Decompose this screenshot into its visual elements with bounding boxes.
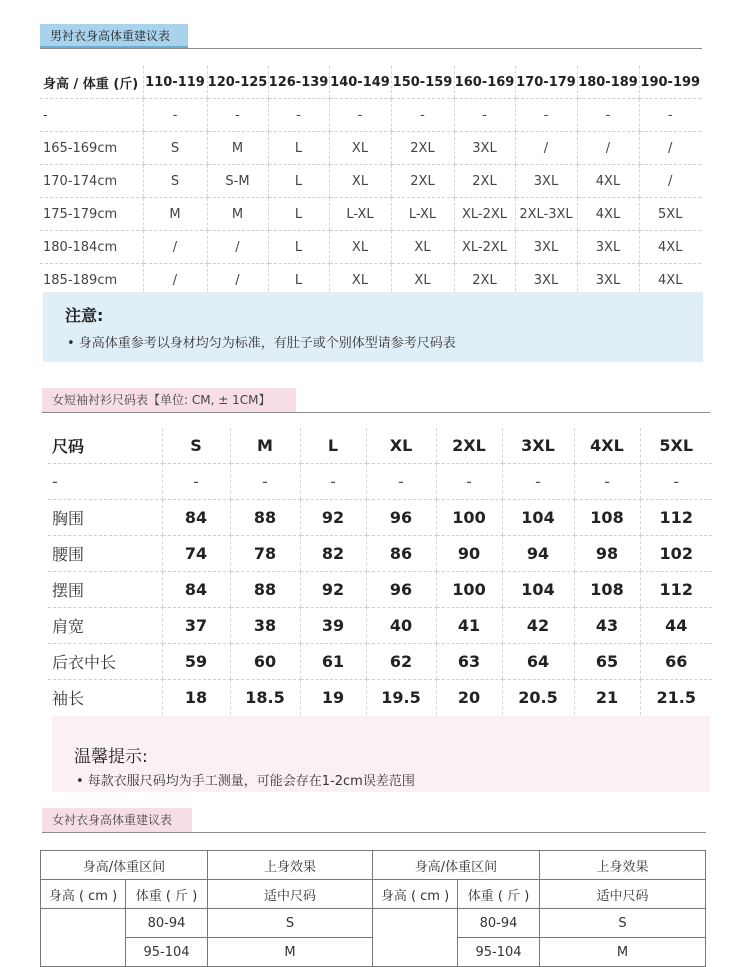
- table-cell: 108: [574, 572, 640, 608]
- header-cell: 150-159: [391, 66, 454, 99]
- table-cell: -: [436, 464, 502, 500]
- table-cell: 96: [366, 572, 436, 608]
- table-cell: L: [268, 231, 329, 264]
- section-tag-women-short-sleeve: 女短袖衬衫尺码表【单位: CM, ± 1CM】: [42, 388, 296, 412]
- table-cell: 170-174cm: [40, 165, 143, 198]
- header-cell: XL: [366, 428, 436, 464]
- table-cell: -: [515, 99, 577, 132]
- table-cell: [41, 938, 126, 967]
- table-cell: M: [143, 198, 207, 231]
- table-cell: 88: [230, 500, 300, 536]
- table-cell: S: [540, 909, 706, 938]
- table-cell: 84: [162, 572, 230, 608]
- table-cell: 43: [574, 608, 640, 644]
- section-tag-men-shirt: 男衬衣身高体重建议表: [40, 24, 188, 48]
- table-cell: L: [268, 132, 329, 165]
- table-cell: -: [577, 99, 639, 132]
- table-cell: 74: [162, 536, 230, 572]
- table-row: [48, 464, 712, 500]
- header-cell: 190-199: [639, 66, 701, 99]
- table-cell: -: [162, 464, 230, 500]
- table-cell: 3XL: [515, 231, 577, 264]
- table-cell: 100: [436, 500, 502, 536]
- note-title: 温馨提示:: [74, 747, 148, 767]
- header-cell: 126-139: [268, 66, 329, 99]
- section-divider: [42, 832, 706, 833]
- table-cell: XL: [391, 264, 454, 297]
- table-row: [48, 500, 712, 536]
- header-cell: 尺码: [48, 428, 162, 464]
- header-cell: 120-125: [207, 66, 268, 99]
- section-tag-women-shirt: 女衬衣身高体重建议表: [42, 808, 192, 832]
- men-size-note-box: [43, 292, 703, 362]
- table-cell: 20.5: [502, 680, 574, 716]
- table-cell: L: [268, 198, 329, 231]
- header-cell: 身高 ( cm ): [373, 880, 458, 909]
- table-cell: S-M: [207, 165, 268, 198]
- table-cell: 腰围: [48, 536, 162, 572]
- table-cell: XL: [329, 231, 391, 264]
- table-cell: 2XL-3XL: [515, 198, 577, 231]
- table-cell: 112: [640, 572, 712, 608]
- table-cell: 112: [640, 500, 712, 536]
- table-cell: -: [230, 464, 300, 500]
- table-cell: 175-179cm: [40, 198, 143, 231]
- table-cell: 64: [502, 644, 574, 680]
- table-cell: XL: [329, 264, 391, 297]
- table-cell: 104: [502, 500, 574, 536]
- table-cell: 63: [436, 644, 502, 680]
- table-row: [41, 909, 706, 938]
- table-cell: 95-104: [126, 938, 208, 967]
- table-cell: 66: [640, 644, 712, 680]
- table-cell: -: [300, 464, 366, 500]
- table-cell: /: [639, 132, 701, 165]
- table-row: [41, 938, 706, 967]
- table-cell: 94: [502, 536, 574, 572]
- header-cell: 3XL: [502, 428, 574, 464]
- table-cell: 82: [300, 536, 366, 572]
- table-cell: 44: [640, 608, 712, 644]
- table-row: [48, 572, 712, 608]
- table-cell: [373, 909, 458, 938]
- header-cell: 体重 ( 斤 ): [126, 880, 208, 909]
- men-shirt-size-table: [40, 66, 701, 296]
- table-cell: 65: [574, 644, 640, 680]
- table-cell: 肩宽: [48, 608, 162, 644]
- table-cell: 96: [366, 500, 436, 536]
- header-cell: 2XL: [436, 428, 502, 464]
- table-cell: 80-94: [458, 909, 540, 938]
- table-row: [40, 132, 701, 165]
- header-cell: 身高/体重区间: [373, 851, 540, 880]
- table-cell: -: [366, 464, 436, 500]
- table-cell: -: [48, 464, 162, 500]
- table-cell: 86: [366, 536, 436, 572]
- table-cell: 2XL: [391, 132, 454, 165]
- table-cell: 18: [162, 680, 230, 716]
- header-cell: 身高/体重区间: [41, 851, 208, 880]
- table-cell: 2XL: [454, 264, 515, 297]
- table-cell: 185-189cm: [43, 272, 118, 288]
- table-cell: 165-169cm: [40, 132, 143, 165]
- table-cell: L-XL: [391, 198, 454, 231]
- table-cell: 41: [436, 608, 502, 644]
- table-cell: 4XL: [577, 198, 639, 231]
- table-cell: 78: [230, 536, 300, 572]
- table-cell: [373, 938, 458, 967]
- header-cell: 4XL: [574, 428, 640, 464]
- table-cell: 90: [436, 536, 502, 572]
- table-cell: 95-104: [458, 938, 540, 967]
- table-cell: 40: [366, 608, 436, 644]
- table-cell: S: [143, 132, 207, 165]
- header-cell: 上身效果: [208, 851, 373, 880]
- table-cell: 100: [436, 572, 502, 608]
- table-cell: 4XL: [639, 264, 701, 297]
- table-cell: -: [454, 99, 515, 132]
- measurement-tip-box: [52, 716, 710, 792]
- table-cell: -: [207, 99, 268, 132]
- note-title: 注意:: [65, 306, 104, 325]
- table-row: [40, 231, 701, 264]
- table-cell: /: [515, 132, 577, 165]
- table-cell: 3XL: [454, 132, 515, 165]
- table-cell: 62: [366, 644, 436, 680]
- table-cell: 39: [300, 608, 366, 644]
- women-short-sleeve-size-table: [48, 428, 712, 715]
- table-cell: 19.5: [366, 680, 436, 716]
- table-cell: [41, 909, 126, 938]
- table-cell: 38: [230, 608, 300, 644]
- table-row: [48, 680, 712, 716]
- table-cell: S: [143, 165, 207, 198]
- header-cell: 身高 ( cm ): [41, 880, 126, 909]
- table-row: [40, 165, 701, 198]
- table-cell: XL-2XL: [454, 198, 515, 231]
- header-cell: M: [230, 428, 300, 464]
- table-cell: 4XL: [639, 231, 701, 264]
- women-shirt-height-weight-table: [40, 850, 706, 967]
- table-cell: 80-94: [126, 909, 208, 938]
- table-cell: /: [143, 264, 207, 297]
- header-cell: 140-149: [329, 66, 391, 99]
- table-cell: 102: [640, 536, 712, 572]
- table-cell: 3XL: [515, 264, 577, 297]
- table-row: [48, 644, 712, 680]
- table-cell: 3XL: [577, 231, 639, 264]
- table-cell: 2XL: [391, 165, 454, 198]
- table-cell: S: [208, 909, 373, 938]
- table-cell: L-XL: [329, 198, 391, 231]
- table-cell: -: [502, 464, 574, 500]
- table-row: [40, 198, 701, 231]
- table-cell: 19: [300, 680, 366, 716]
- table-cell: M: [208, 938, 373, 967]
- table-cell: 18.5: [230, 680, 300, 716]
- table-cell: -: [574, 464, 640, 500]
- table-cell: 3XL: [577, 264, 639, 297]
- table-cell: -: [391, 99, 454, 132]
- table-cell: XL: [329, 132, 391, 165]
- table-row: [48, 608, 712, 644]
- table-cell: 胸围: [48, 500, 162, 536]
- table-cell: M: [207, 132, 268, 165]
- table-cell: XL: [329, 165, 391, 198]
- table-cell: M: [207, 198, 268, 231]
- table-cell: /: [207, 264, 268, 297]
- table-cell: 60: [230, 644, 300, 680]
- table-cell: /: [577, 132, 639, 165]
- table-cell: XL: [391, 231, 454, 264]
- header-cell: 身高 / 体重 (斤): [40, 66, 143, 99]
- table-cell: M: [540, 938, 706, 967]
- table-cell: 92: [300, 500, 366, 536]
- section-divider: [40, 48, 702, 49]
- table-cell: /: [639, 165, 701, 198]
- table-cell: 4XL: [577, 165, 639, 198]
- table-cell: 5XL: [639, 198, 701, 231]
- header-cell: 180-189: [577, 66, 639, 99]
- table-row: [48, 536, 712, 572]
- table-cell: 92: [300, 572, 366, 608]
- table-row: [40, 99, 701, 132]
- table-header-row: [48, 428, 712, 464]
- table-cell: XL-2XL: [454, 231, 515, 264]
- table-cell: 摆围: [48, 572, 162, 608]
- table-cell: 袖长: [52, 689, 85, 708]
- header-cell: 适中尺码: [208, 880, 373, 909]
- table-cell: 后衣中长: [48, 644, 162, 680]
- table-cell: -: [329, 99, 391, 132]
- table-cell: 59: [162, 644, 230, 680]
- table-header-row: [40, 66, 701, 99]
- header-cell: 上身效果: [540, 851, 706, 880]
- table-cell: -: [640, 464, 712, 500]
- note-text: • 每款衣服尺码均为手工测量，可能会存在1-2cm误差范围: [76, 774, 415, 789]
- header-cell: L: [300, 428, 366, 464]
- header-cell: 5XL: [640, 428, 712, 464]
- table-cell: -: [268, 99, 329, 132]
- table-cell: 2XL: [454, 165, 515, 198]
- table-cell: 108: [574, 500, 640, 536]
- table-cell: L: [268, 165, 329, 198]
- header-cell: 适中尺码: [540, 880, 706, 909]
- table-cell: /: [143, 231, 207, 264]
- table-subheader-row: [41, 880, 706, 909]
- note-text: • 身高体重参考以身材均匀为标准，有肚子或个别体型请参考尺码表: [67, 336, 456, 351]
- table-cell: /: [207, 231, 268, 264]
- header-cell: 170-179: [515, 66, 577, 99]
- section-divider: [42, 412, 710, 413]
- table-cell: 20: [436, 680, 502, 716]
- table-cell: 98: [574, 536, 640, 572]
- header-cell: S: [162, 428, 230, 464]
- table-cell: 42: [502, 608, 574, 644]
- table-cell: 84: [162, 500, 230, 536]
- header-cell: 110-119: [143, 66, 207, 99]
- header-cell: 160-169: [454, 66, 515, 99]
- table-cell: 37: [162, 608, 230, 644]
- table-cell: -: [639, 99, 701, 132]
- table-cell: 104: [502, 572, 574, 608]
- table-cell: 88: [230, 572, 300, 608]
- table-cell: 180-184cm: [40, 231, 143, 264]
- table-cell: 21.5: [640, 680, 712, 716]
- table-cell: L: [268, 264, 329, 297]
- table-cell: 61: [300, 644, 366, 680]
- table-cell: -: [143, 99, 207, 132]
- header-cell: 体重 ( 斤 ): [458, 880, 540, 909]
- table-cell: 21: [574, 680, 640, 716]
- table-cell: 3XL: [515, 165, 577, 198]
- table-header-row: [41, 851, 706, 880]
- table-cell: -: [40, 99, 143, 132]
